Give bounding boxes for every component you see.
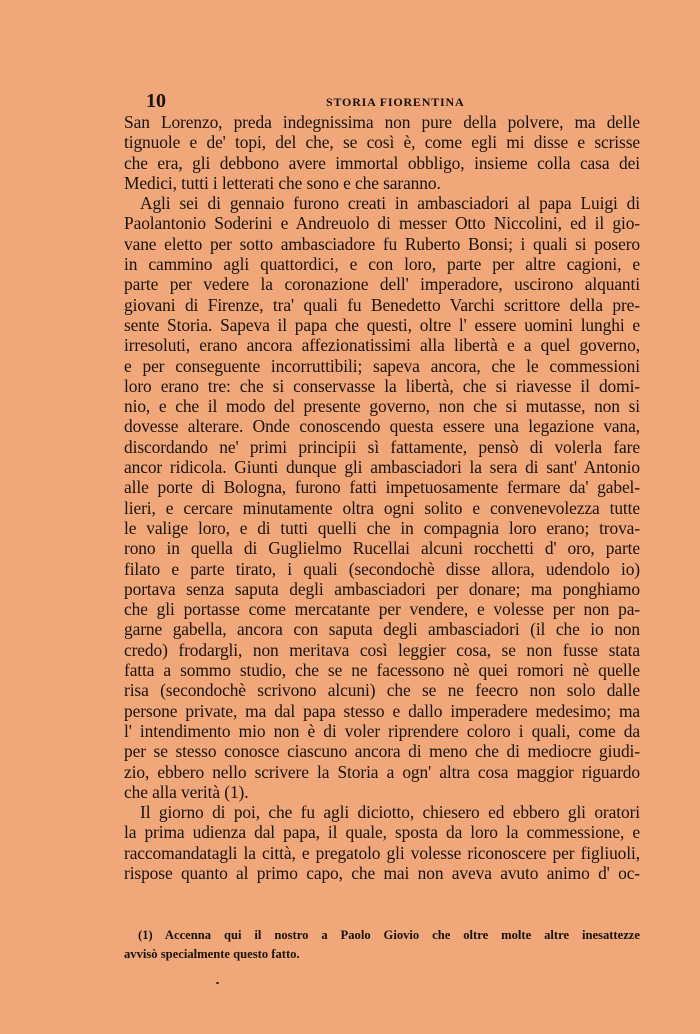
text-line: rispose quanto al primo capo, che mai non aveva avuto animo d' oc- [124,862,640,883]
print-speck [216,982,219,984]
text-line: tignuole e de' topi, del che, se così è, come egli mi disse e scrisse [124,132,640,153]
text-line: raccomandatagli la città, e pregatolo gli volesse riconoscere per figliuoli, [124,842,640,863]
text-line: Paolantonio Soderini e Andreuolo di messer Otto Niccolini, ed il gio- [124,213,640,234]
text-line: garne gabella, ancora con saputa degli ambasciadori (il che io non [124,619,640,640]
text-line: la prima udienza dal papa, il quale, sposta da loro la commessione, e [124,822,640,843]
text-line: dovesse alterare. Onde conoscendo questa essere una legazione vana, [124,416,640,437]
text-line: giovani di Firenze, tra' quali fu Benedetto Varchi scrittore della pre- [124,294,640,315]
text-line: risa (secondochè scrivono alcuni) che se ne feecro non solo dalle [124,680,640,701]
text-line: Medici, tutti i letterati che sono e che saranno. [124,172,441,193]
text-line: rono in quella di Guglielmo Rucellai alcuni rocchetti d' oro, parte [124,538,640,559]
text-line: che gli portasse come mercatante per vendere, e volesse per non pa- [124,599,640,620]
text-line: che alla verità (1). [124,781,249,802]
footnote-line: (1) Accenna qui il nostro a Paolo Giovio che oltre molte altre inesattezze [138,928,640,942]
page-header [124,90,640,112]
text-line: irresoluti, erano ancora affezionatissimi alla libertà e a quel governo, [124,335,640,356]
text-line: per se stesso conosce ciascuno ancora di meno che di mediocre giudi- [124,741,640,762]
text-line: San Lorenzo, preda indegnissima non pure della polvere, ma delle [124,112,640,132]
text-line: lieri, e cercare minutamente oltra ogni solito e convenevolezza tutte [124,497,640,518]
text-line: vane eletto per sotto ambasciadore fu Ruberto Bonsi; i quali si posero [124,233,640,254]
text-line: parte per vedere la coronazione dell' imperadore, uscirono alquanti [124,274,640,295]
text-line: sente Storia. Sapeva il papa che questi, oltre l' essere uomini lunghi e [124,314,640,335]
body-text [124,112,640,883]
text-line: Il giorno di poi, che fu agli diciotto, chiesero ed ebbero gli oratori [140,802,640,823]
text-line: zio, ebbero nello scrivere la Storia a ogn' altra cosa maggior riguardo [124,761,640,782]
text-line: filato e parte tirato, i quali (secondochè disse allora, udendolo io) [124,558,640,579]
text-line: e per conseguente incorruttibili; sapeva ancora, che le commessioni [124,355,640,376]
footnote-line: avvisò specialmente questo fatto. [124,947,300,961]
text-line: che era, gli debbono avere immortal obbligo, insieme colla casa dei [124,152,640,173]
text-line: loro erano tre: che si conservasse la libertà, che si riavesse il domi- [124,375,640,396]
text-line: discordando ne' primi principii sì fattamente, pensò di volerla fare [124,436,640,457]
footnotes [124,926,640,964]
text-line: credo) frodargli, non meritava così leggier cosa, se non fusse stata [124,639,640,660]
running-title: STORIA FIORENTINA [326,95,465,109]
text-line: fatta a sommo studio, che se ne facessono nè quei romori nè quelle [124,660,640,681]
text-line: Agli sei di gennaio furono creati in ambasciadori al papa Luigi di [140,193,640,214]
text-line: alle porte di Bologna, furono fatti impetuosamente fermare da' gabel- [124,477,640,498]
text-line: in cammino agli quattordici, e con loro, parte per altre cagioni, e [124,254,640,275]
text-line: nio, e che il modo del presente governo, non che si mutasse, non si [124,396,640,417]
text-line: portava senza saputa degli ambasciadori per donare; ma ponghiamo [124,578,640,599]
text-line: l' intendimento mio non è di voler riprendere coloro i quali, come da [124,720,640,741]
text-line: persone private, ma dal papa stesso e dallo imperadere medesimo; ma [124,700,640,721]
text-line: ancor ridicola. Giunti dunque gli ambasciadori la sera di sant' Antonio [124,457,640,478]
page-number: 10 [146,90,166,112]
text-line: le valige loro, e di tutti quelli che in compagnia loro erano; trova- [124,517,640,538]
